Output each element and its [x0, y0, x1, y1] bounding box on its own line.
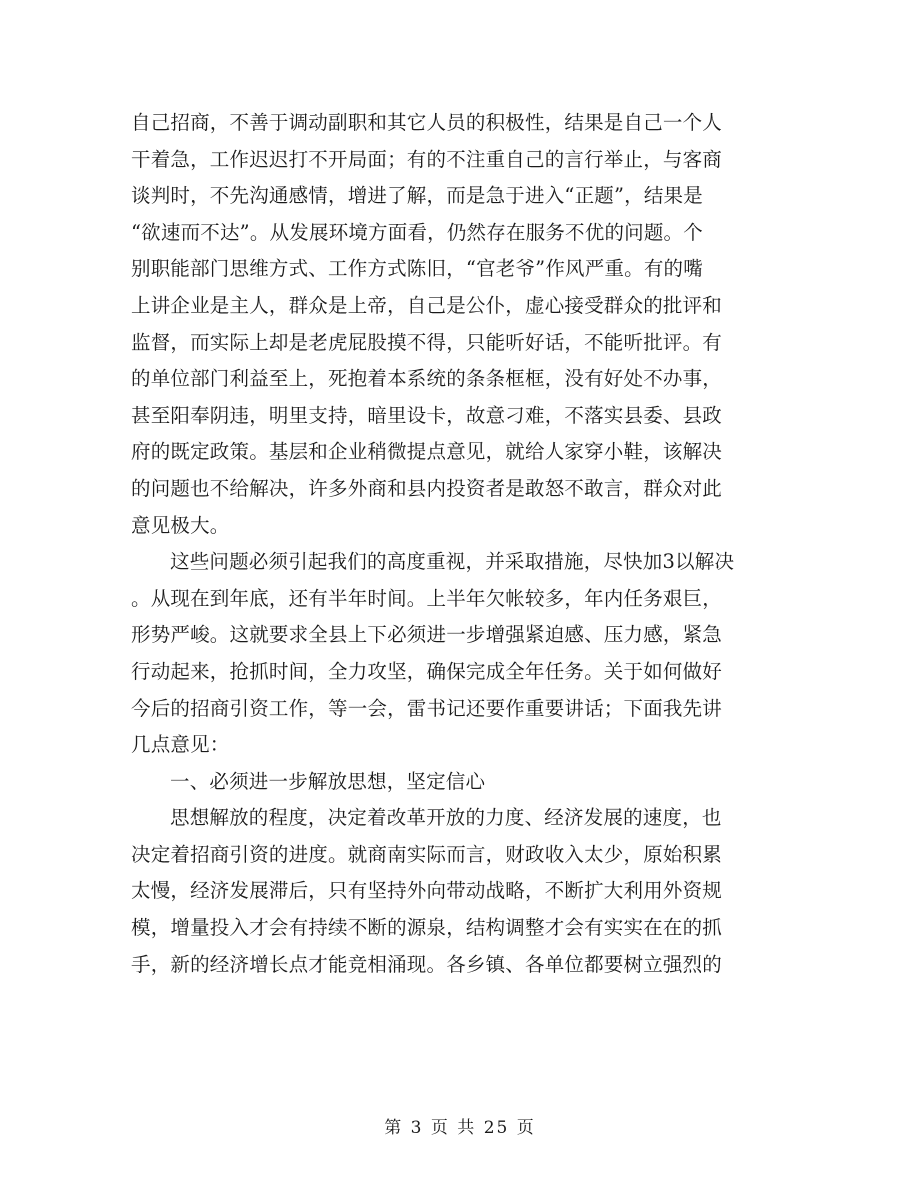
- text-line: 模，增量投入才会有持续不断的源泉，结构调整才会有实实在在的抓: [131, 916, 723, 940]
- text-line: 几点意见：: [131, 733, 230, 757]
- page-number-footer: 第 3 页 共 25 页: [384, 1118, 536, 1138]
- text-line: 行动起来，抢抓时间，全力攻坚，确保完成全年任务。关于如何做好: [131, 659, 723, 683]
- text-line: 手，新的经济增长点才能竞相涌现。各乡镇、各单位都要树立强烈的: [131, 952, 723, 976]
- text-line: “欲速而不达”。从发展环境方面看，仍然存在服务不优的问题。个: [131, 220, 703, 244]
- text-line: 监督，而实际上却是老虎屁股摸不得，只能听好话，不能听批评。有: [131, 330, 723, 354]
- text-line: 今后的招商引资工作，等一会，雷书记还要作重要讲话；下面我先讲: [131, 696, 723, 720]
- text-line: 。从现在到年底，还有半年时间。上半年欠帐较多，年内任务艰巨，: [131, 586, 723, 610]
- section-heading: 一、必须进一步解放思想，坚定信心: [170, 769, 486, 793]
- text-line: 谈判时，不先沟通感情，增进了解，而是急于进入“正题”，结果是: [131, 184, 703, 208]
- text-line: 别职能部门思维方式、工作方式陈旧，“官老爷”作风严重。有的嘴: [131, 257, 703, 281]
- text-line: 决定着招商引资的进度。就商南实际而言，财政收入太少，原始积累: [131, 842, 723, 866]
- text-line: 府的既定政策。基层和企业稍微提点意见，就给人家穿小鞋，该解决: [131, 440, 723, 464]
- paragraph-start-line: 这些问题必须引起我们的高度重视，并采取措施，尽快加3以解决: [170, 550, 735, 574]
- text-line: 太慢，经济发展滞后，只有坚持外向带动战略，不断扩大利用外资规: [131, 879, 723, 903]
- paragraph-start-line: 思想解放的程度，决定着改革开放的力度、经济发展的速度，也: [170, 806, 722, 830]
- text-line: 自己招商，不善于调动副职和其它人员的积极性，结果是自己一个人: [131, 111, 723, 134]
- text-line: 甚至阳奉阴违，明里支持，暗里设卡，故意刁难，不落实县委、县政: [131, 403, 723, 427]
- text-line: 上讲企业是主人，群众是上帝，自己是公仆，虚心接受群众的批评和: [131, 293, 723, 317]
- text-line: 意见极大。: [131, 513, 230, 537]
- text-line: 的问题也不给解决，许多外商和县内投资者是敢怒不敢言，群众对此: [131, 476, 723, 500]
- text-line: 干着急，工作迟迟打不开局面；有的不注重自己的言行举止，与客商: [131, 147, 723, 171]
- text-line: 形势严峻。这就要求全县上下必须进一步增强紧迫感、压力感，紧急: [131, 623, 723, 647]
- body-text: [131, 105, 791, 983]
- text-line: 的单位部门利益至上，死抱着本系统的条条框框，没有好处不办事，: [131, 367, 723, 391]
